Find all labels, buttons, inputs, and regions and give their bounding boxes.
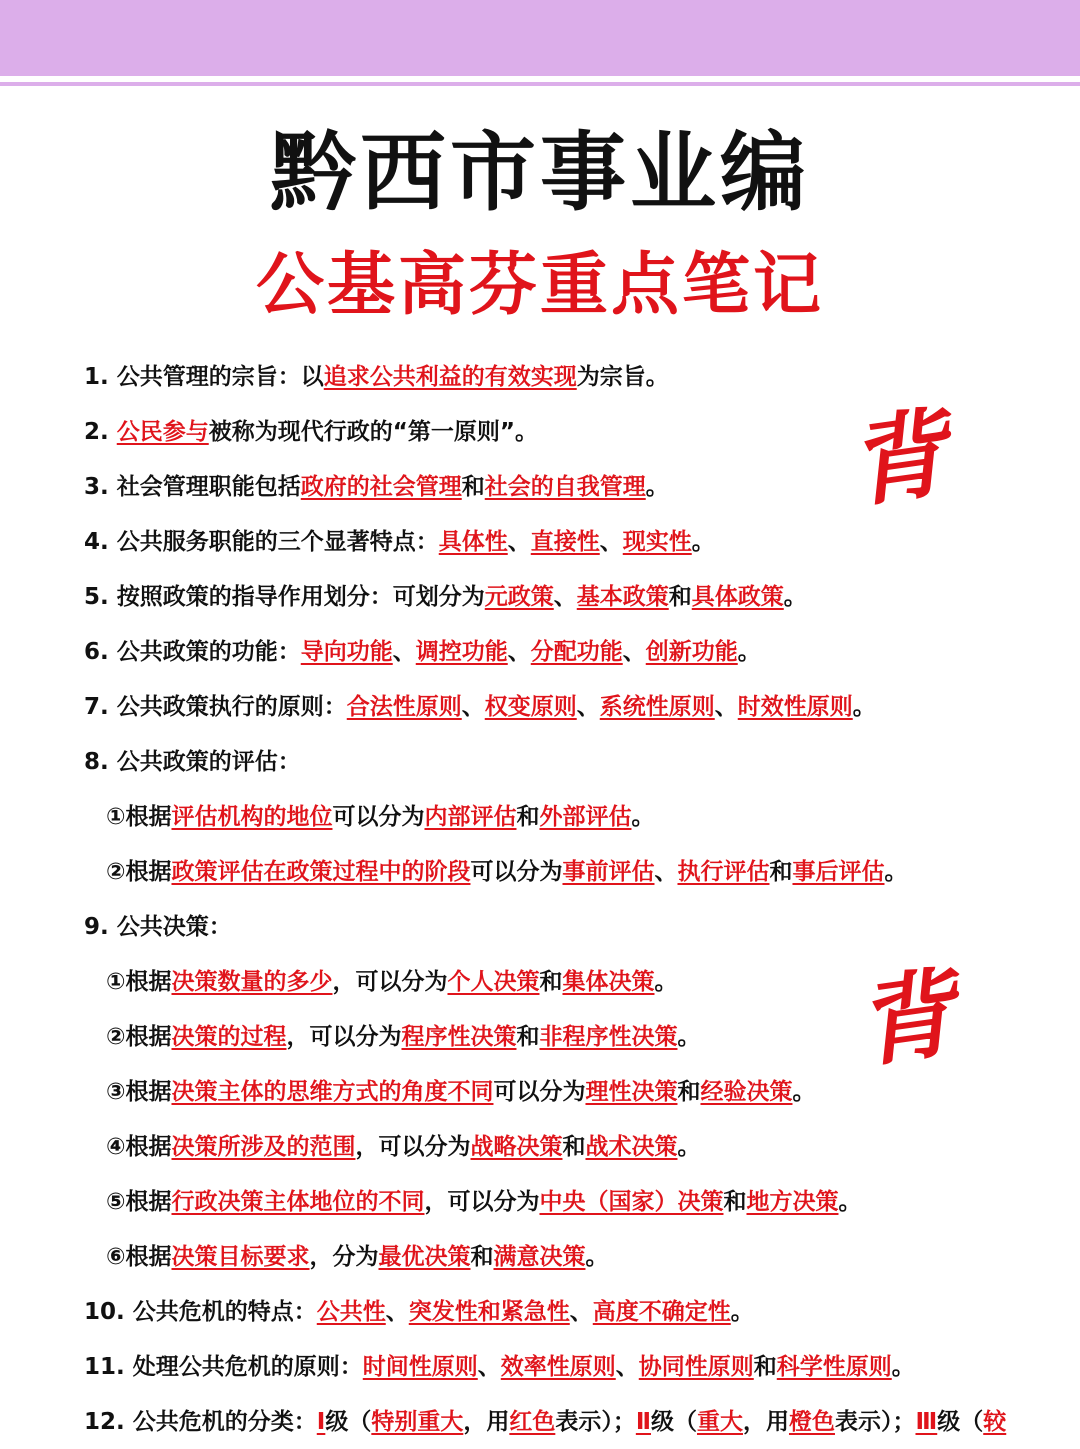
memorize-stamp-icon: 背 [842,395,954,522]
highlight-term: 事前评估 [562,859,655,885]
highlight-term: 内部评估 [424,804,517,830]
highlight-term: 红色 [509,1409,556,1435]
note-text: 、 [477,1354,501,1380]
highlight-term: 导向功能 [300,639,393,665]
note-text: 。 [677,1134,701,1160]
note-text: 。 [884,859,908,885]
note-text: 表示）； [555,1409,636,1435]
note-text: 可以分为 [493,1079,586,1105]
note-line [84,570,807,624]
note-text: 、 [507,639,531,665]
note-text: ①根据 [106,969,172,995]
highlight-term: 地方决策 [746,1189,839,1215]
note-text: 。 [783,584,807,610]
note-text: ④根据 [106,1134,172,1160]
highlight-term: 时间性原则 [362,1354,478,1380]
page-title: 黔西市事业编 [270,122,810,223]
note-text: 、 [507,529,531,555]
note-text: 。 [631,804,655,830]
note-line [84,900,232,954]
note-text: 。 [730,1299,754,1325]
note-text: 。 [838,1189,862,1215]
highlight-term: 调控功能 [415,639,508,665]
note-text: 2. [84,419,117,445]
note-text: 5. 按照政策的指导作用划分：可划分为 [84,584,485,610]
page-subtitle: 公基高芬重点笔记 [255,245,824,325]
note-text: ，可以分为 [424,1189,540,1215]
highlight-term: 个人决策 [447,969,540,995]
note-text: 12. 公共危机的分类： [84,1409,317,1435]
highlight-term: 公共性 [316,1299,386,1325]
highlight-term: 重大 [696,1409,743,1435]
highlight-term: 元政策 [484,584,554,610]
highlight-term: 协同性原则 [638,1354,754,1380]
note-line [84,1285,754,1339]
note-line [84,460,669,514]
note-text: 、 [615,1354,639,1380]
highlight-term: 基本政策 [576,584,669,610]
note-text: 、 [714,694,738,720]
note-text: ，可以分为 [286,1024,402,1050]
highlight-term: 政府的社会管理 [300,474,462,500]
highlight-term: 执行评估 [677,859,770,885]
note-text: 。 [852,694,876,720]
note-subline [106,1065,815,1119]
highlight-term: 较 [983,1409,1007,1435]
note-text: 。 [891,1354,915,1380]
highlight-term: 具体政策 [691,584,784,610]
highlight-term: 权变原则 [484,694,577,720]
note-text: 为宗旨。 [576,364,669,390]
highlight-term: 追求公共利益的有效实现 [323,364,577,390]
note-text: 和 [539,969,563,995]
highlight-term: Ⅰ [316,1409,326,1435]
note-subline [106,1175,861,1229]
note-line [84,735,301,789]
note-text: 1. 公共管理的宗旨：以 [84,364,324,390]
note-subline [106,1120,700,1174]
note-text: ，用 [742,1409,789,1435]
note-text: 、 [576,694,600,720]
highlight-term: 公民参与 [116,419,209,445]
highlight-term: 创新功能 [645,639,738,665]
note-text: 。 [585,1244,609,1270]
note-text: 。 [792,1079,816,1105]
highlight-term: 政策评估在政策过程中的阶段 [171,859,471,885]
note-text: ③根据 [106,1079,172,1105]
highlight-term: 战术决策 [585,1134,678,1160]
note-text: 、 [654,859,678,885]
highlight-term: 现实性 [622,529,692,555]
highlight-term: 经验决策 [700,1079,793,1105]
note-text: 和 [677,1079,701,1105]
note-text: 。 [691,529,715,555]
highlight-term: 决策目标要求 [171,1244,310,1270]
note-line [84,515,715,569]
note-text: 级（ [325,1409,372,1435]
note-text: ①根据 [106,804,172,830]
note-text: 、 [569,1299,593,1325]
note-text: 和 [470,1244,494,1270]
highlight-term: 战略决策 [470,1134,563,1160]
highlight-term: 时效性原则 [737,694,853,720]
note-text: 和 [516,1024,540,1050]
note-text: 、 [553,584,577,610]
top-divider [0,82,1080,86]
note-subline [106,790,654,844]
note-text: 、 [385,1299,409,1325]
note-text: ②根据 [106,859,172,885]
note-subline [106,1230,608,1284]
highlight-term: 满意决策 [493,1244,586,1270]
note-text: 、 [461,694,485,720]
note-text: 。 [677,1024,701,1050]
note-text: 、 [599,529,623,555]
highlight-term: 行政决策主体地位的不同 [171,1189,425,1215]
note-line [84,680,876,734]
note-text: 和 [753,1354,777,1380]
highlight-term: 评估机构的地位 [171,804,333,830]
highlight-term: 事后评估 [792,859,885,885]
note-line [84,1340,915,1394]
note-subline [106,955,677,1009]
note-text: 可以分为 [332,804,425,830]
highlight-term: Ⅱ [635,1409,651,1435]
note-text: ②根据 [106,1024,172,1050]
note-text: 8. 公共政策的评估： [84,749,301,775]
highlight-term: 橙色 [788,1409,835,1435]
highlight-term: 高度不确定性 [592,1299,731,1325]
note-text: 可以分为 [470,859,563,885]
note-text: ，可以分为 [332,969,448,995]
note-text: 。 [645,474,669,500]
highlight-term: 系统性原则 [599,694,715,720]
highlight-term: 特别重大 [371,1409,464,1435]
highlight-term: 中央（国家）决策 [539,1189,724,1215]
note-subline [106,1010,700,1064]
note-text: 4. 公共服务职能的三个显著特点： [84,529,439,555]
note-text: 、 [392,639,416,665]
note-text: ⑥根据 [106,1244,172,1270]
highlight-term: 分配功能 [530,639,623,665]
highlight-term: 决策的过程 [171,1024,287,1050]
note-text: 、 [622,639,646,665]
highlight-term: 突发性和紧急性 [408,1299,570,1325]
note-line [84,405,538,459]
note-line [84,625,761,679]
note-text: ，可以分为 [355,1134,471,1160]
note-text: 和 [562,1134,586,1160]
note-subline [106,845,907,899]
note-line [84,1395,1006,1449]
note-text: 和 [516,804,540,830]
highlight-term: 具体性 [438,529,508,555]
highlight-term: 非程序性决策 [539,1024,678,1050]
note-text: 级（ [650,1409,697,1435]
highlight-term: 合法性原则 [346,694,462,720]
note-text: 。 [737,639,761,665]
highlight-term: 集体决策 [562,969,655,995]
highlight-term: 外部评估 [539,804,632,830]
note-text: 7. 公共政策执行的原则： [84,694,347,720]
note-text: 和 [668,584,692,610]
note-text: 10. 公共危机的特点： [84,1299,317,1325]
highlight-term: 程序性决策 [401,1024,517,1050]
note-text: 和 [461,474,485,500]
highlight-term: 决策所涉及的范围 [171,1134,356,1160]
note-text: ⑤根据 [106,1189,172,1215]
note-line [84,350,669,404]
highlight-term: 理性决策 [585,1079,678,1105]
highlight-term: 社会的自我管理 [484,474,646,500]
highlight-term: 效率性原则 [500,1354,616,1380]
note-text: ，分为 [309,1244,379,1270]
memorize-stamp-icon: 背 [850,955,962,1082]
note-text: 6. 公共政策的功能： [84,639,301,665]
top-banner [0,0,1080,76]
note-text: 被称为现代行政的“第一原则”。 [208,419,538,445]
highlight-term: 决策主体的思维方式的角度不同 [171,1079,494,1105]
note-text: 和 [723,1189,747,1215]
highlight-term: 最优决策 [378,1244,471,1270]
note-text: 11. 处理公共危机的原则： [84,1354,363,1380]
note-text: 级（ [937,1409,984,1435]
note-text: 9. 公共决策： [84,914,232,940]
highlight-term: 直接性 [530,529,600,555]
highlight-term: 决策数量的多少 [171,969,333,995]
note-text: 。 [654,969,678,995]
note-text: 和 [769,859,793,885]
highlight-term: 科学性原则 [776,1354,892,1380]
note-text: ，用 [463,1409,510,1435]
note-text: 3. 社会管理职能包括 [84,474,301,500]
highlight-term: Ⅲ [915,1409,938,1435]
note-text: 表示）； [834,1409,916,1435]
